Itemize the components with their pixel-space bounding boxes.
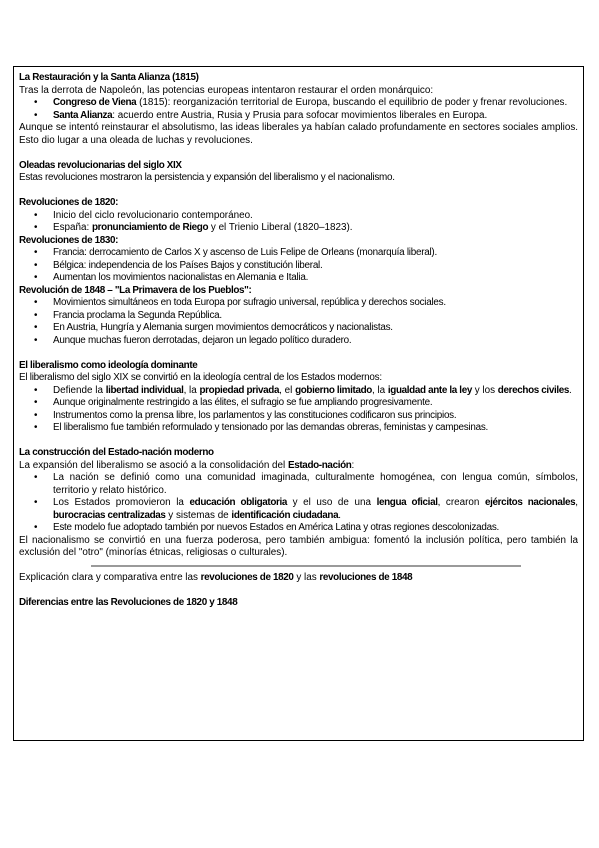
paragraph [19, 460, 578, 473]
bullet-list [19, 247, 578, 285]
bold-term: Congreso de Viena [53, 97, 137, 108]
list-item-text: , la [371, 384, 388, 396]
bullet-list [19, 385, 578, 435]
list-item-text: . [569, 384, 572, 396]
list-item: • Aumentan los movimientos nacionalistas en Alemania e Italia. [19, 272, 578, 285]
bold-term: revoluciones de 1820 [200, 571, 294, 583]
bold-term: derechos civiles [497, 384, 570, 396]
paragraph-explicacion [19, 572, 578, 585]
list-item-text: y sistemas de [165, 509, 232, 521]
paragraph: Estas revoluciones mostraron la persistencia y expansión del liberalismo y el nacionalismo. [19, 172, 395, 183]
section-title-diferencias: Diferencias entre las Revoluciones de 1820 y 1848 [19, 596, 238, 608]
list-item: • Aunque muchas fueron derrotadas, dejaron un legado político duradero. [19, 335, 578, 348]
bold-term: gobierno limitado [295, 384, 372, 396]
bullet-list [19, 472, 578, 535]
list-item-text: y los [471, 384, 498, 396]
bold-term: Estado-nación [287, 459, 352, 471]
list-item: • El liberalismo fue también reformulado y tensionado por las demandas obreras, feministas y campesinas. [19, 422, 578, 435]
section-title-liberalismo: El liberalismo como ideología dominante [19, 359, 198, 371]
bold-term: burocracias centralizadas [53, 509, 166, 521]
bold-term: libertad individual [105, 384, 184, 396]
list-item: • La nación se definió como una comunidad imaginada, culturalmente homogénea, con lengua común, símbolos, territorio y relato histórico. [19, 472, 578, 497]
bold-term: ejércitos nacionales [485, 497, 576, 508]
list-item [19, 222, 578, 235]
bold-term: pronunciamiento de Riego [91, 222, 209, 233]
paragraph-text: : [351, 459, 355, 471]
list-item-text: , la [183, 384, 200, 396]
list-item: • Inicio del ciclo revolucionario contemporáneo. [19, 210, 578, 223]
paragraph-text: Explicación clara y comparativa entre las [19, 571, 201, 583]
list-item [19, 110, 578, 123]
list-item [19, 97, 578, 110]
section-title-oleadas: Oleadas revolucionarias del siglo XIX [19, 159, 182, 171]
bold-term: propiedad privada [199, 384, 280, 396]
list-item-text: Los Estados promovieron la [53, 497, 190, 508]
list-item: • Este modelo fue adoptado también por nuevos Estados en América Latina y otras regiones descolonizadas. [19, 522, 578, 535]
bullet-list [19, 297, 578, 347]
bold-term: identificación ciudadana [231, 509, 339, 521]
bold-term: igualdad ante la ley [387, 384, 472, 396]
paragraph: El nacionalismo se convirtió en una fuerza poderosa, pero también ambigua: fomentó la inclusión política, pero también la exclusión del "otro" (minorías étnicas, religiosas o culturales). [19, 534, 578, 558]
list-item [19, 497, 578, 522]
bold-term: educación obligatoria [189, 497, 288, 508]
list-item-text: y el Trienio Liberal (1820–1823). [208, 222, 353, 233]
list-item-text: (1815): reorganización territorial de Europa, buscando el equilibrio de poder y frenar revoluciones. [136, 97, 568, 108]
list-item-text: España: [53, 222, 92, 233]
list-item-text: . [338, 509, 342, 521]
paragraph: Aunque se intentó reinstaurar el absolutismo, las ideas liberales ya habían calado profundamente en sectores sociales amplios. Esto dio lugar a una oleada de luchas y revoluciones. [19, 122, 578, 146]
subsection-title-1820: Revoluciones de 1820: [19, 197, 119, 208]
list-item: • Instrumentos como la prensa libre, los parlamentos y las constituciones codificaron sus principios. [19, 410, 578, 423]
list-item-text: , [575, 497, 578, 508]
subsection-title-1830: Revoluciones de 1830: [19, 234, 119, 246]
list-item-text: , el [279, 384, 296, 396]
section-title-restauracion: La Restauración y la Santa Alianza (1815) [19, 72, 199, 83]
bullet-list [19, 210, 578, 235]
list-item-text: : acuerdo entre Austria, Rusia y Prusia para sofocar movimientos liberales en Europa. [112, 109, 488, 121]
paragraph-text: y las [293, 571, 320, 583]
list-item: • Francia proclama la Segunda República. [19, 310, 578, 323]
list-item [19, 385, 578, 398]
paragraph: Tras la derrota de Napoleón, las potencias europeas intentaron restaurar el orden monárquico: [19, 84, 434, 96]
document-box [13, 66, 584, 741]
bullet-list [19, 97, 578, 122]
list-item-text: , crearon [437, 497, 485, 508]
bold-term: revoluciones de 1848 [319, 571, 413, 583]
section-title-estado-nacion: La construcción del Estado-nación moderno [19, 447, 214, 458]
list-item: • Aunque originalmente restringido a las élites, el sufragio se fue ampliando progresivamente. [19, 397, 578, 410]
subsection-title-1848: Revolución de 1848 – "La Primavera de los Pueblos": [19, 284, 252, 296]
paragraph-text: La expansión del liberalismo se asoció a la consolidación del [19, 459, 288, 471]
list-item-text: y el uso de una [287, 497, 377, 508]
paragraph: El liberalismo del siglo XIX se convirtió en la ideología central de los Estados modernos: [19, 372, 382, 383]
list-item: • En Austria, Hungría y Alemania surgen movimientos democráticos y nacionalistas. [19, 322, 578, 335]
list-item: • Francia: derrocamiento de Carlos X y ascenso de Luis Felipe de Orleans (monarquía liberal). [19, 247, 578, 260]
bold-term: Santa Alianza [53, 109, 113, 121]
bold-term: lengua oficial [376, 497, 438, 508]
list-item-text: Defiende la [53, 384, 106, 396]
list-item: • Bélgica: independencia de los Países Bajos y constitución liberal. [19, 260, 578, 273]
list-item: • Movimientos simultáneos en toda Europa por sufragio universal, república y derechos sociales. [19, 297, 578, 310]
